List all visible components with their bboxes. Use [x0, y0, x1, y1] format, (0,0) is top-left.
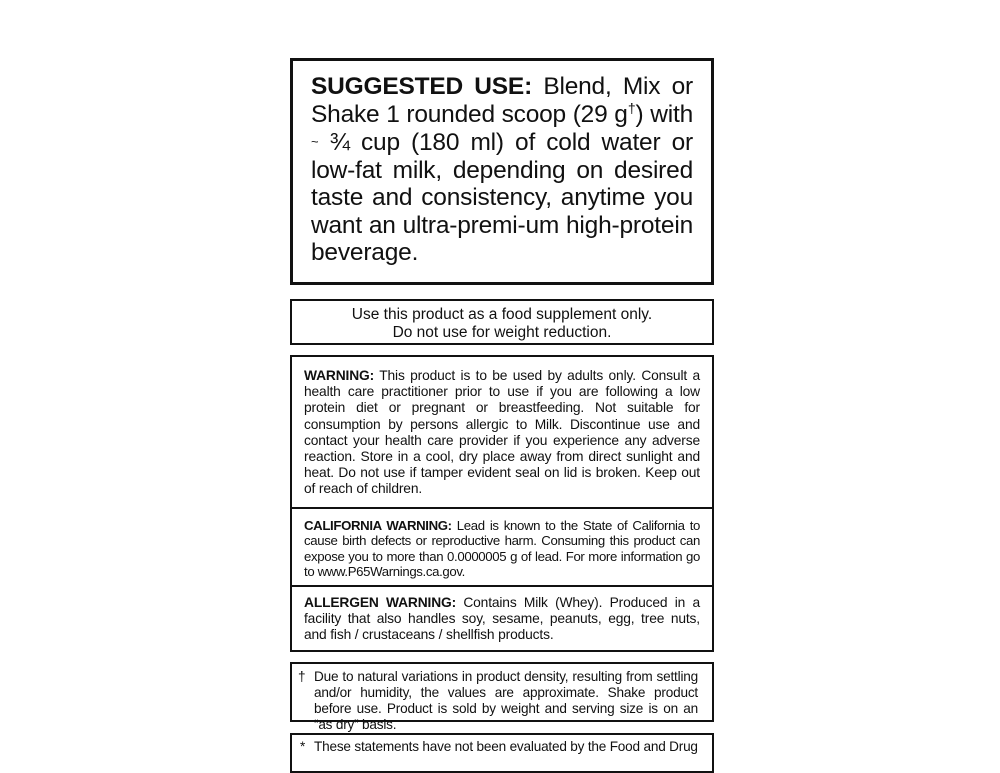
supplement-notice-line-2: Do not use for weight reduction.: [392, 323, 612, 341]
suggested-use-text-part-2: ) with: [635, 100, 693, 128]
california-warning: [292, 509, 712, 587]
california-warning-label: CALIFORNIA WARNING:: [304, 518, 452, 533]
footnote-dagger-mark: †: [298, 669, 306, 684]
general-warning-label: WARNING:: [304, 368, 375, 383]
allergen-warning-text: Contains Milk (Whey). Produced in a facility that also handles soy, sesame, peanuts, egg, tree nuts, and fish / crustaceans / shellfish products.: [304, 595, 700, 643]
supplement-notice-panel: [290, 299, 714, 345]
dagger-footnote-panel: [290, 662, 714, 732]
dagger-mark: †: [627, 99, 636, 116]
general-warning-text: This product is to be used by adults only. Consult a health care practitioner prior to use if you are following a low protein diet or pregnant or breastfeeding. Not suitable for consumption by persons allergic to Milk. Discontinue use and contact your health care provider if you experience any adverse reaction. Store in a cool, dry place away from direct sunlight and heat. Do not use if tamper evident seal on lid is broken. Keep out of reach of children.: [304, 368, 700, 497]
suggested-use-text-part-1: Blend, Mix or Shake 1 rounded scoop (29 g: [311, 73, 694, 128]
general-warning: [292, 357, 712, 509]
suggested-use-text-part-3: ¾ cup (180 ml) of cold water or low-fat milk, depending on desired taste and consistency, anytime you want an ultra-premi-um high-protein beverage.: [311, 129, 693, 266]
footnote-text: Due to natural variations in product density, resulting from settling and/or humidity, the values are approximate. Shake product before use. Product is sold by weight and serving size is on an “as dry” basis.: [314, 669, 698, 732]
warnings-panel: [290, 355, 714, 652]
california-warning-text: Lead is known to the State of California to cause birth defects or reproductive harm. Consuming this product can expose you to more than 0.0000005 g of lead. For more information go to www.P65Warnings.ca.gov.: [304, 518, 700, 579]
allergen-warning-label: ALLERGEN WARNING:: [304, 595, 457, 610]
fda-disclaimer-panel: [290, 733, 714, 773]
supplement-notice-line-1: Use this product as a food supplement only.: [351, 306, 653, 323]
allergen-warning: [292, 587, 712, 652]
disclaimer-asterisk-mark: *: [300, 739, 306, 754]
approx-tilde: ~: [311, 134, 319, 149]
disclaimer-text: These statements have not been evaluated by the Food and Drug: [314, 739, 698, 754]
suggested-use-panel: [290, 58, 714, 285]
suggested-use-label: SUGGESTED USE:: [311, 73, 533, 100]
